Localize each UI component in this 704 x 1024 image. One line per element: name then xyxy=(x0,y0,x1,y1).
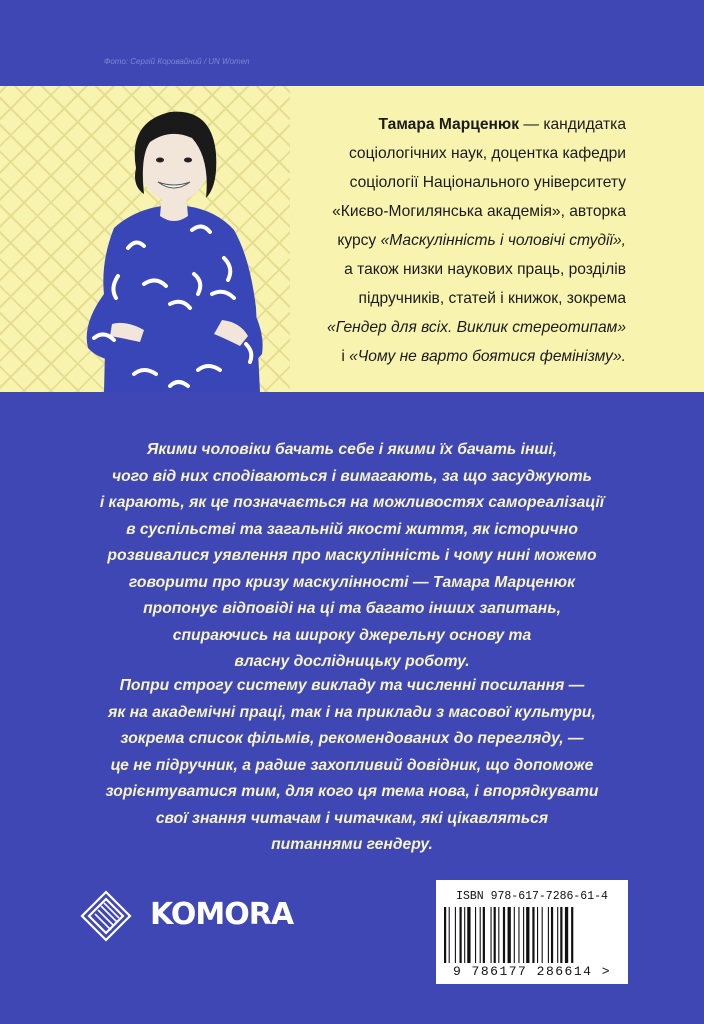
barcode-bar xyxy=(464,907,465,963)
barcode-bar xyxy=(467,907,470,963)
barcode-bar xyxy=(523,907,524,963)
barcode-bar xyxy=(460,907,462,963)
barcode-panel xyxy=(436,880,628,984)
barcode-bar xyxy=(494,907,496,963)
barcode-bar xyxy=(498,907,499,963)
author-name: Тамара Марценюк xyxy=(378,116,520,133)
barcode-bar xyxy=(526,907,529,963)
komora-diamond-logo-icon xyxy=(80,890,132,942)
barcode-bar xyxy=(480,907,481,963)
barcode-bar xyxy=(475,907,476,963)
barcode-bar xyxy=(571,907,573,963)
barcode-bar xyxy=(542,907,543,963)
barcode-bar xyxy=(508,907,511,963)
photo-credit: Фото: Сергій Коровайний / UN Women xyxy=(104,57,250,66)
barcode-bar xyxy=(551,907,553,963)
barcode-bar xyxy=(491,907,492,963)
barcode-bar xyxy=(565,907,568,963)
barcode-bar xyxy=(503,907,505,963)
barcode-bar xyxy=(557,907,558,963)
barcode-bar xyxy=(455,907,456,963)
barcode-bar xyxy=(483,907,485,963)
barcode-bar xyxy=(537,907,538,963)
barcode-bar xyxy=(444,907,446,963)
description-paragraph-2: Попри строгу систему викладу та численні посилання — як на академічні праці, так і на приклади з масової культури, зокрема список фільмів, рекомендованих до перегляду, — це не підручник, а радше захопливий довідник, що допоможе зорієнтуватися тим, для кого ця тема нова, і впорядкувати свої знання читачам і читачкам, які цікавляться питаннями гендеру. xyxy=(105,677,599,853)
author-bio: Тамара Марценюк — кандидатка соціологічних наук, доцентка кафедри соціології Національного університету «Києво-Могилянська академія», авторка курсу «Маскулінність і чоловічі студії», а також низки наукових праць, розділів підручників, статей і книжок, зокрема «Гендер для всіх. Виклик стереотипам» і «Чому не варто боятися фемінізму». xyxy=(327,116,626,365)
barcode-bar xyxy=(560,907,562,963)
barcode-digits: 9 786177 286614 > xyxy=(452,964,612,979)
publisher-logo: KOMORA xyxy=(150,897,294,932)
barcode-bar xyxy=(514,907,515,963)
author-panel xyxy=(0,86,704,392)
barcode-bar xyxy=(449,907,450,963)
isbn-label: ISBN 978-617-7286-61-4 xyxy=(456,890,608,903)
description-paragraph-1: Якими чоловіки бачать себе і якими їх бачать інші, чого від них сподіваються і вимагають, за що засуджують і карають, як це позначається на можливостях самореалізації в суспільстві та загальній якості життя, як історично розвивалися уявлення про маскулінність і чому нині можемо говорити про кризу маскулінності — Тамара Марценюк пропонує відповіді на ці та багато інших запитань, спираючись на широку джерельну основу та власну дослідницьку роботу. xyxy=(99,441,605,670)
barcode-graphic xyxy=(442,907,622,963)
barcode-bar xyxy=(518,907,519,963)
author-portrait xyxy=(74,98,274,392)
barcode-bar xyxy=(548,907,549,963)
barcode-bar xyxy=(532,907,534,963)
